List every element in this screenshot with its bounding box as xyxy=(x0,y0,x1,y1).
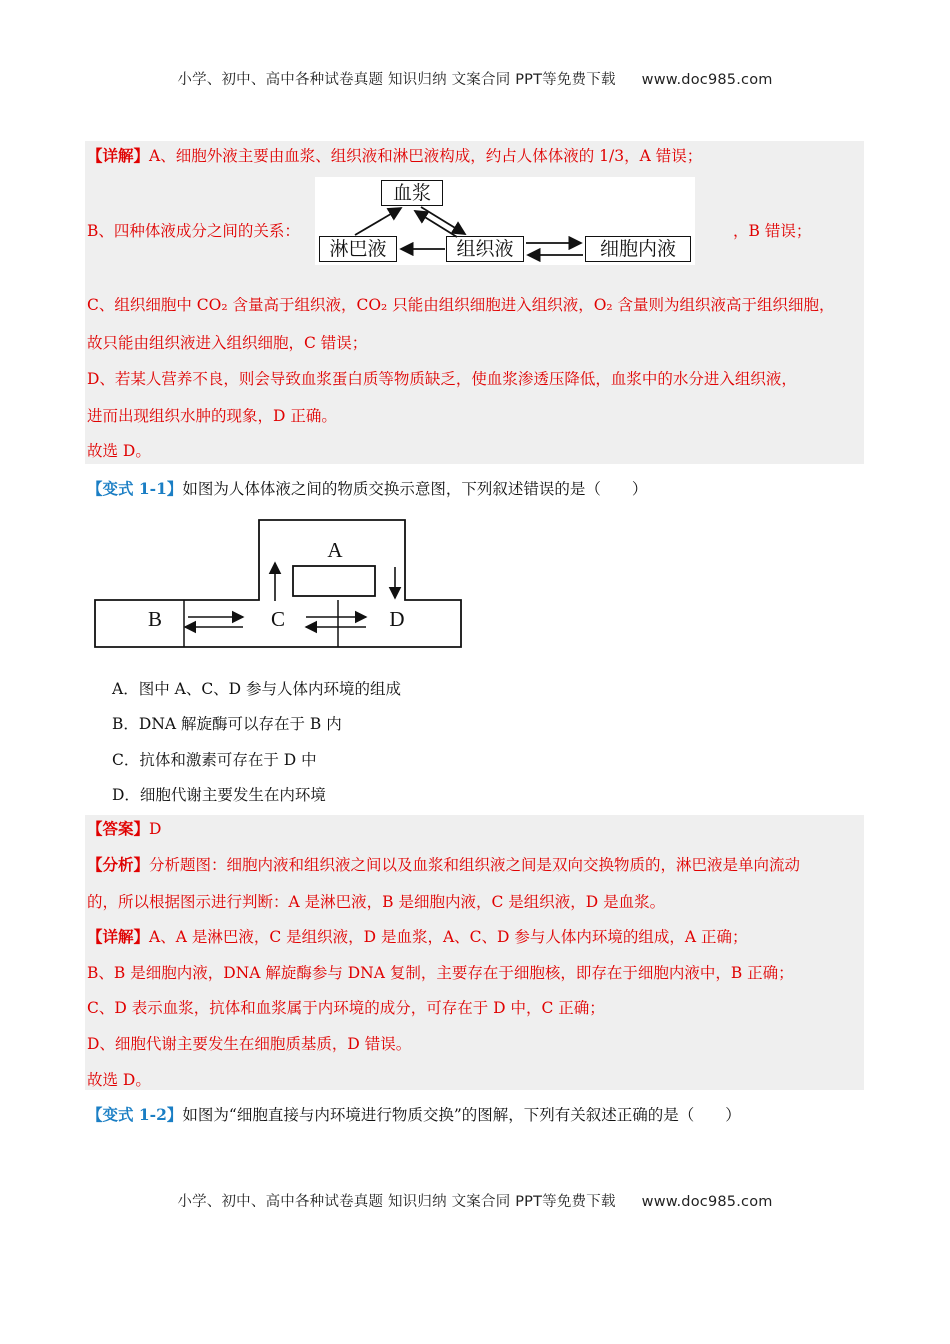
option-d: D．细胞代谢主要发生在内环境 xyxy=(112,786,326,804)
detail-line-c2: 故只能由组织液进入组织细胞，C 错误； xyxy=(87,334,368,352)
body-fluid-relation-diagram xyxy=(315,177,695,265)
option-c: C．抗体和激素可存在于 D 中 xyxy=(112,751,317,769)
answer-value: D xyxy=(149,820,162,838)
detail-line-a: 【详解】A、细胞外液主要由血浆、组织液和淋巴液构成，约占人体体液的 1/3，A 错误； xyxy=(87,146,703,165)
intracellular-fluid-box: 细胞内液 xyxy=(585,236,691,262)
detail-line-d2: 进而出现组织水肿的现象，D 正确。 xyxy=(87,407,337,425)
detail2-line-a: 【详解】A、A 是淋巴液，C 是组织液，D 是血浆，A、C、D 参与人体内环境的组成，A 正确； xyxy=(87,927,748,946)
detail-tag: 【详解】 xyxy=(87,146,150,165)
page-footer xyxy=(0,1190,950,1211)
plasma-to-tissue-arrow xyxy=(421,207,465,234)
tissue-fluid-box: 组织液 xyxy=(446,236,524,262)
footer-text: 小学、初中、高中各种试卷真题 知识归纳 文案合同 PPT等免费下载 xyxy=(177,1194,616,1210)
label-b: B xyxy=(147,607,163,631)
question-1-1-tag: 【变式 1-1】 xyxy=(87,479,183,498)
detail-line-b-suffix: ，B 错误； xyxy=(733,222,812,240)
lymph-box: 淋巴液 xyxy=(319,236,397,262)
diagram-arrows xyxy=(315,177,695,265)
footer-url: www.doc985.com xyxy=(641,1194,773,1210)
lymph-to-plasma-arrow xyxy=(355,208,401,235)
page-header xyxy=(0,68,950,89)
fluid-exchange-figure xyxy=(94,519,464,651)
plasma-box: 血浆 xyxy=(381,180,443,206)
analysis-tag: 【分析】 xyxy=(87,855,150,874)
question-1-2-tag: 【变式 1-2】 xyxy=(87,1105,183,1124)
label-d: D xyxy=(389,607,405,631)
option-b: B．DNA 解旋酶可以存在于 B 内 xyxy=(112,715,342,733)
option-a: A．图中 A、C、D 参与人体内环境的组成 xyxy=(112,680,402,698)
detail2-tag: 【详解】 xyxy=(87,927,150,946)
detail-line-d1: D、若某人营养不良，则会导致血浆蛋白质等物质缺乏，使血浆渗透压降低，血浆中的水分进入组织液， xyxy=(87,370,797,388)
compartment-a-box xyxy=(293,566,375,596)
detail2-line-b: B、B 是细胞内液，DNA 解旋酶参与 DNA 复制，主要存在于细胞核，即存在于细胞内液中，B 正确； xyxy=(87,964,794,982)
detail2-line-d: D、细胞代谢主要发生在细胞质基质，D 错误。 xyxy=(87,1035,412,1053)
tissue-to-plasma-arrow xyxy=(415,211,457,237)
detail-line-c1: C、组织细胞中 CO₂ 含量高于组织液，CO₂ 只能由组织细胞进入组织液，O₂ 含量则为组织液高于组织细胞， xyxy=(87,296,835,314)
conclusion-line-1: 故选 D。 xyxy=(87,442,151,460)
header-text: 小学、初中、高中各种试卷真题 知识归纳 文案合同 PPT等免费下载 xyxy=(177,72,616,88)
detail-line-b-prefix: B、四种体液成分之间的关系： xyxy=(87,222,300,240)
question-1-2-stem: 【变式 1-2】如图为“细胞直接与内环境进行物质交换”的图解，下列有关叙述正确的是（ ） xyxy=(87,1105,741,1124)
analysis-line-1: 【分析】分析题图：细胞内液和组织液之间以及血浆和组织液之间是双向交换物质的，淋巴液是单向流动 xyxy=(87,855,801,874)
answer-line xyxy=(87,819,161,839)
analysis-line-2: 的，所以根据图示进行判断：A 是淋巴液，B 是细胞内液，C 是组织液，D 是血浆。 xyxy=(87,893,666,911)
label-a: A xyxy=(327,538,343,562)
label-c: C xyxy=(270,607,286,631)
question-1-1-stem: 【变式 1-1】如图为人体体液之间的物质交换示意图，下列叙述错误的是（ ） xyxy=(87,479,648,498)
conclusion-line-2: 故选 D。 xyxy=(87,1071,151,1089)
detail2-line-c: C、D 表示血浆，抗体和血浆属于内环境的成分，可存在于 D 中，C 正确； xyxy=(87,999,605,1017)
header-url: www.doc985.com xyxy=(641,72,773,88)
answer-tag: 【答案】 xyxy=(87,819,150,838)
